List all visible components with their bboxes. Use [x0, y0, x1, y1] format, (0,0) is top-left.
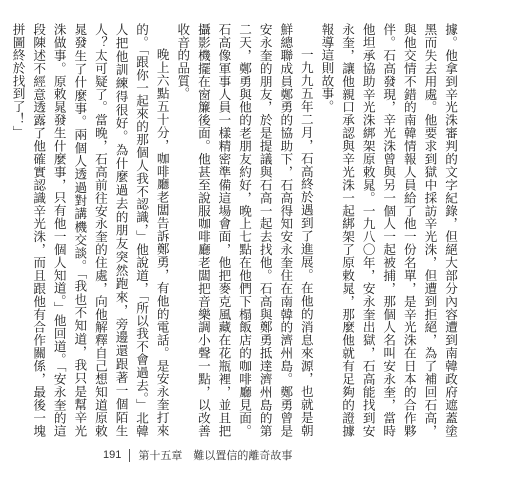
- paragraph-3: 晚上六點五十分，咖啡廳老闆告訴鄭勇，有他的電話。是安永奎打來的。「跟你一起來的那個人我不認識，」他說道，「所以我不會過去。」北韓人把他訓練得很好。為什麼過去的朋友突然跑來，旁邊還跟著一個陌生人？太可疑了。當晚，石高前往安永奎的住處，向他解釋自己想知道原敕晁發生了什麼事。兩個人透過對講機交談。「我也不知道，我只是幫辛光洙做事。原敕晁發生什麼事，只有他一個人知道。」他回道。「安永奎的這段陳述不經意透露了他確實認識辛光洙，而且跟他有合作關係，最後一塊拼圖終於找到了！」: [10, 23, 170, 437]
- vertical-text-body: [10, 23, 460, 437]
- page-footer: [103, 447, 292, 463]
- footer-divider: [129, 449, 130, 462]
- page-number: 191: [103, 449, 122, 461]
- chapter-title: 第十五章 難以置信的離奇故事: [138, 449, 293, 462]
- paragraph-1: 據。他拿到辛光洙審判的文字紀錄，但絕大部分內容遭到南韓政府遮蓋塗黑而失去用處。他要求到獄中採訪辛光洙，但遭到拒絕，為了補回石高，與他交情不錯的南韓情報人員給了他一份名單，是辛光洙在日本的合作夥伴。石高發現，辛光洙曾與另一個人一起被捕，那個人名叫安永奎，當時他坦承協助辛光洙綁架原敕晁。一九八〇年，安永奎出獄，石高能找到安永奎，讓他親口承認與辛光洙一起綁架了原敕晁，那麼他就有足夠的證據報導這則故事。: [319, 23, 458, 437]
- paragraph-2: 一九九五年二月，石高終於遇到了進展。在他的消息來源，也就是朝鮮總聯成員鄭勇的協助下，石高得知安永奎住在南韓的濟州島。鄭勇曾是安永奎的朋友，於是提議與石高一起去找他。石高與鄭勇抵達濟州島的第二天，鄭勇與他的老朋友約好，晚上七點在他們下榻飯店的咖啡廳見面。石高像軍事人員一樣精密準備這場會面，他把麥克風藏在花瓶裡，並且把攝影機擺在窗簾後面。他甚至說服咖啡廳老闆把音樂調小聲一點，以改善收音的品質。: [175, 23, 314, 437]
